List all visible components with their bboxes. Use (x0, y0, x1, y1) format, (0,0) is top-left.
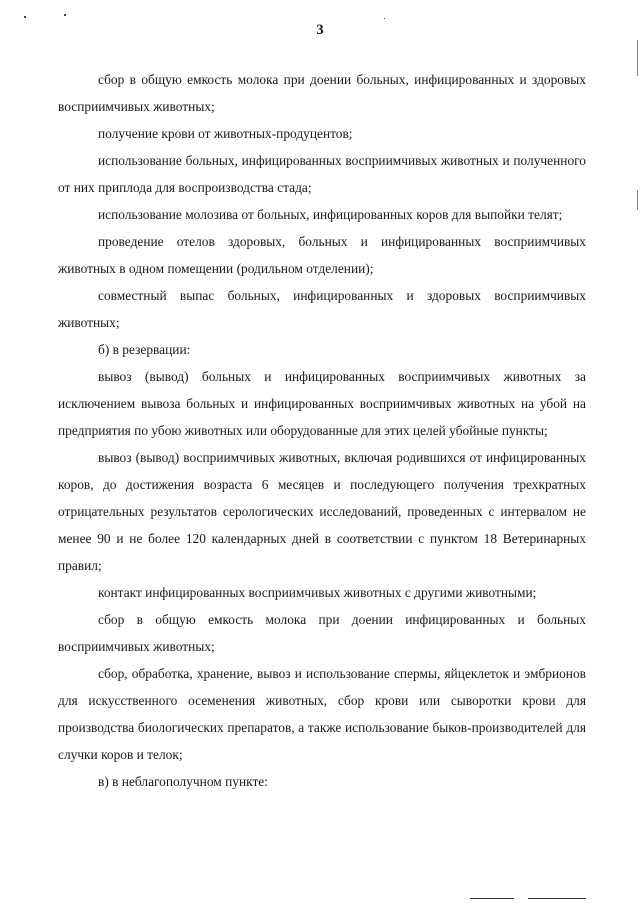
document-body (58, 66, 586, 795)
paragraph: проведение отелов здоровых, больных и инфицированных восприимчивых животных в одном помещении (родильном отделении); (58, 234, 586, 276)
section-heading: б) в резервации: (98, 342, 191, 357)
scan-edge-line (637, 190, 638, 210)
paragraph: контакт инфицированных восприимчивых животных с другими животными; (98, 585, 537, 600)
scan-edge-line (637, 40, 638, 76)
paragraph: совместный выпас больных, инфицированных и здоровых восприимчивых животных; (58, 288, 586, 330)
footer-rule (470, 898, 514, 899)
paragraph: сбор в общую емкость молока при доении инфицированных и больных восприимчивых животных; (58, 612, 586, 654)
section-heading: в) в неблагополучном пункте: (98, 774, 268, 789)
scan-speck (64, 14, 66, 16)
paragraph: получение крови от животных-продуцентов; (98, 126, 353, 141)
paragraph: вывоз (вывод) восприимчивых животных, включая родившихся от инфицированных коров, до достижения возраста 6 месяцев и последующего получения трехкратных отрицательных результатов серологических исследований, проведенных с интервалом не менее 90 и не более 120 календарных дней в соответствии с пунктом 18 Ветеринарных правил; (58, 450, 586, 573)
scan-speck (24, 16, 26, 18)
footer-rule (528, 898, 586, 899)
paragraph: вывоз (вывод) больных и инфицированных восприимчивых животных за исключением вывоза больных и инфицированных восприимчивых животных на убой на предприятия по убою животных или оборудованные для этих целей убойные пункты; (58, 369, 586, 438)
scan-speck (384, 18, 385, 19)
paragraph: сбор, обработка, хранение, вывоз и использование спермы, яйцеклеток и эмбрионов для искусственного осеменения животных, сбор крови или сыворотки крови для производства биологических препаратов, а также использование быков-производителей для случки коров и телок; (58, 666, 586, 762)
page-number: 3 (316, 22, 324, 38)
paragraph: использование молозива от больных, инфицированных коров для выпойки телят; (98, 207, 563, 222)
paragraph: сбор в общую емкость молока при доении больных, инфицированных и здоровых восприимчивых животных; (58, 72, 586, 114)
paragraph: использование больных, инфицированных восприимчивых животных и полученного от них приплода для воспроизводства стада; (58, 153, 586, 195)
